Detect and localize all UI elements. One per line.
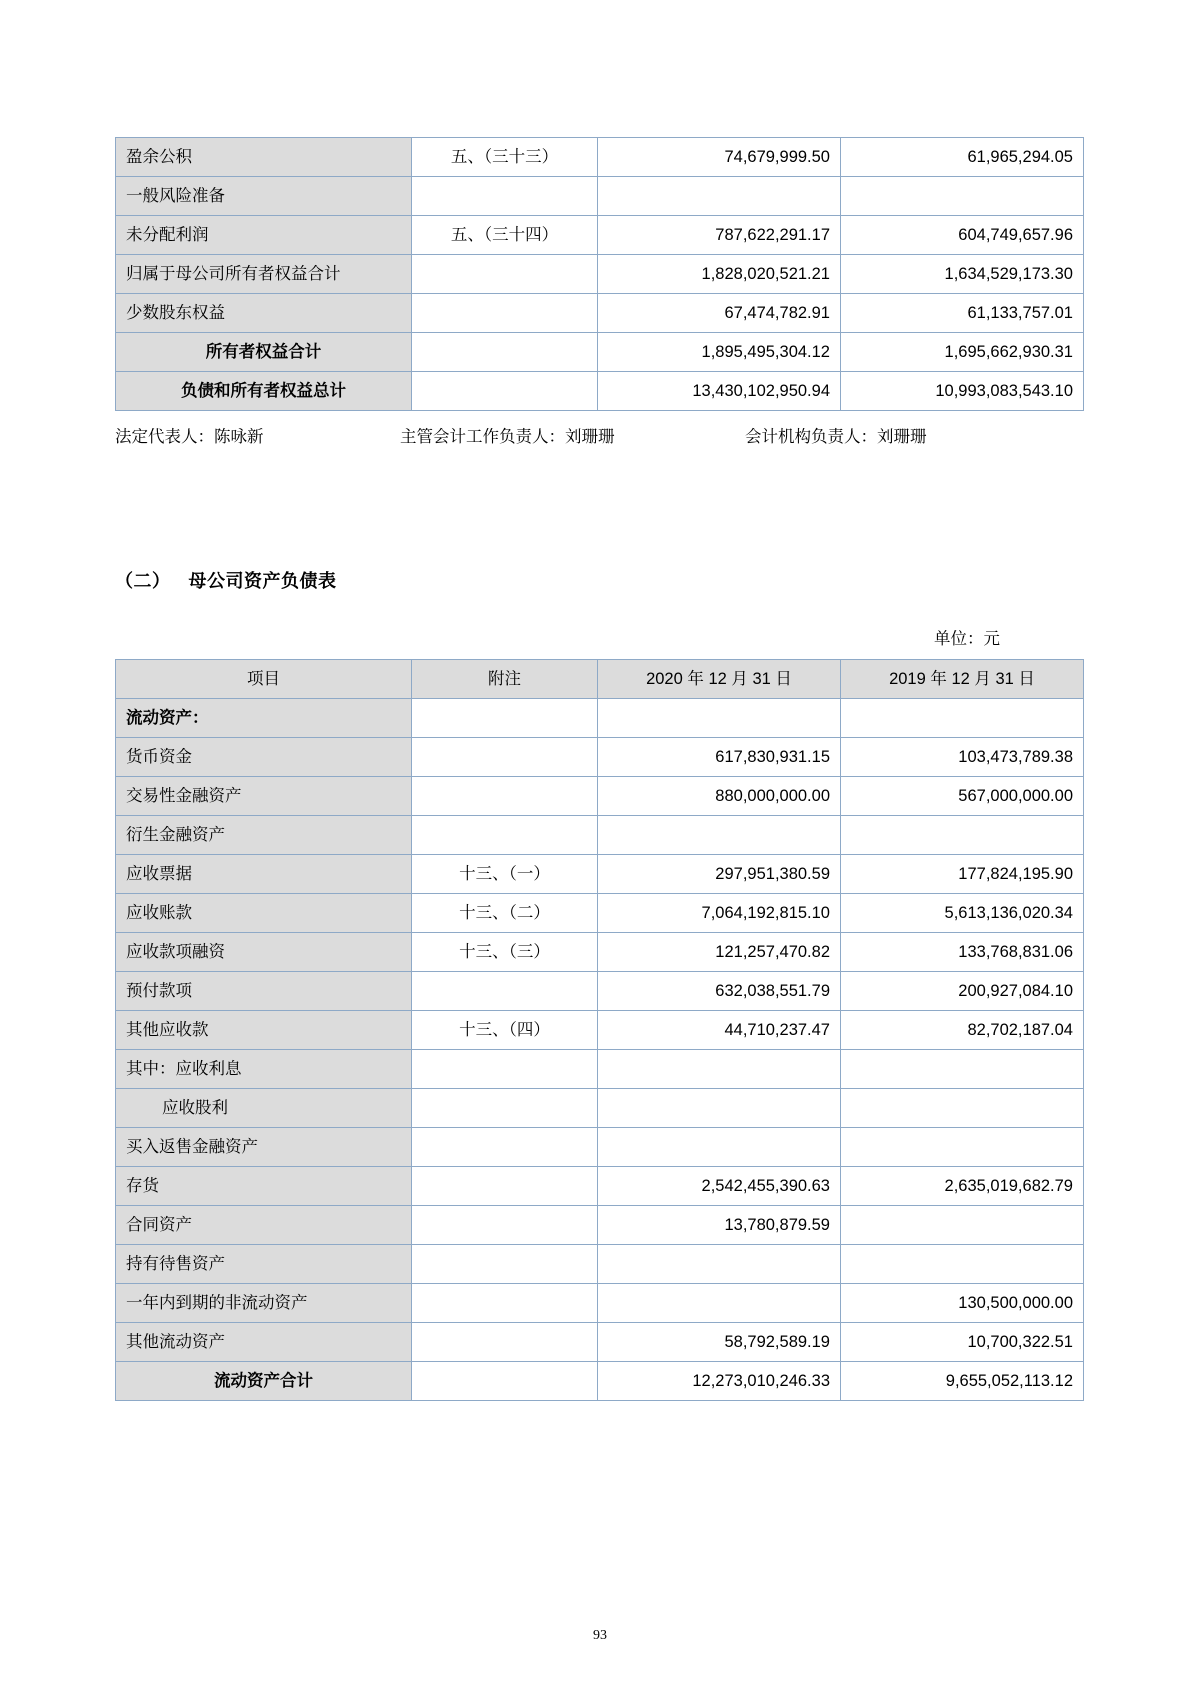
- row-value-2019: [841, 1050, 1084, 1089]
- row-item-label: 应收账款: [116, 894, 412, 933]
- table-row: [116, 177, 1084, 216]
- row-value-2020: [598, 1245, 841, 1284]
- row-item-label: 少数股东权益: [116, 294, 412, 333]
- table-row: [116, 216, 1084, 255]
- row-item-label: 应收股利: [116, 1089, 412, 1128]
- row-note: [412, 777, 598, 816]
- row-item-label: 其他应收款: [116, 1011, 412, 1050]
- row-item-label: 流动资产：: [116, 699, 412, 738]
- row-value-2020: 74,679,999.50: [598, 138, 841, 177]
- table-row: [116, 1323, 1084, 1362]
- row-item-label: 所有者权益合计: [116, 333, 412, 372]
- row-value-2019: [841, 1128, 1084, 1167]
- balance-sheet-table-container: [115, 659, 1085, 1401]
- row-note: [412, 1284, 598, 1323]
- row-note: [412, 294, 598, 333]
- equity-table-container: [115, 0, 1085, 411]
- row-note: 五、（三十三）: [412, 138, 598, 177]
- row-value-2019: 2,635,019,682.79: [841, 1167, 1084, 1206]
- row-value-2020: 632,038,551.79: [598, 972, 841, 1011]
- accounting-body-head-signature: 会计机构负责人：刘珊珊: [745, 428, 927, 446]
- table-row: [116, 1011, 1084, 1050]
- row-value-2020: 2,542,455,390.63: [598, 1167, 841, 1206]
- table-row: [116, 294, 1084, 333]
- table-row: [116, 816, 1084, 855]
- row-note: [412, 816, 598, 855]
- row-note: [412, 1323, 598, 1362]
- row-value-2020: 297,951,380.59: [598, 855, 841, 894]
- row-value-2020: [598, 699, 841, 738]
- section-title-text: 母公司资产负债表: [188, 571, 337, 591]
- section-heading: [115, 567, 1085, 593]
- row-item-label: 交易性金融资产: [116, 777, 412, 816]
- row-note: [412, 738, 598, 777]
- row-item-label: 应收款项融资: [116, 933, 412, 972]
- row-value-2019: 177,824,195.90: [841, 855, 1084, 894]
- table-row: [116, 777, 1084, 816]
- row-value-2019: 200,927,084.10: [841, 972, 1084, 1011]
- row-value-2019: [841, 816, 1084, 855]
- row-value-2020: 1,828,020,521.21: [598, 255, 841, 294]
- row-note: 十三、（三）: [412, 933, 598, 972]
- row-value-2020: 67,474,782.91: [598, 294, 841, 333]
- row-value-2020: [598, 177, 841, 216]
- row-note: [412, 1050, 598, 1089]
- row-value-2020: [598, 1089, 841, 1128]
- row-note: [412, 333, 598, 372]
- table-row: [116, 1128, 1084, 1167]
- row-value-2019: [841, 177, 1084, 216]
- table-row: [116, 738, 1084, 777]
- equity-table-body: [116, 138, 1084, 411]
- balance-sheet-table-body: [116, 660, 1084, 1401]
- accounting-head-signature: 主管会计工作负责人：刘珊珊: [400, 428, 615, 446]
- row-value-2020: 7,064,192,815.10: [598, 894, 841, 933]
- row-value-2019: 10,993,083,543.10: [841, 372, 1084, 411]
- page-number: 93: [593, 1628, 607, 1643]
- row-value-2019: 5,613,136,020.34: [841, 894, 1084, 933]
- row-value-2019: 61,965,294.05: [841, 138, 1084, 177]
- row-value-2020: 13,780,879.59: [598, 1206, 841, 1245]
- signature-row: [115, 423, 1000, 447]
- table-row: [116, 699, 1084, 738]
- table-row: [116, 138, 1084, 177]
- row-note: [412, 972, 598, 1011]
- row-value-2019: 61,133,757.01: [841, 294, 1084, 333]
- row-value-2020: 58,792,589.19: [598, 1323, 841, 1362]
- row-note: 十三、（四）: [412, 1011, 598, 1050]
- row-note: [412, 177, 598, 216]
- table-row: [116, 1284, 1084, 1323]
- table-row: [116, 372, 1084, 411]
- row-item-label: 应收票据: [116, 855, 412, 894]
- table-row: [116, 855, 1084, 894]
- table-row: [116, 1050, 1084, 1089]
- row-note: 五、（三十四）: [412, 216, 598, 255]
- row-note: 十三、（二）: [412, 894, 598, 933]
- row-value-2020: 12,273,010,246.33: [598, 1362, 841, 1401]
- row-value-2019: 1,695,662,930.31: [841, 333, 1084, 372]
- row-note: [412, 372, 598, 411]
- row-item-label: 合同资产: [116, 1206, 412, 1245]
- row-item-label: 一年内到期的非流动资产: [116, 1284, 412, 1323]
- row-note: [412, 1362, 598, 1401]
- section-number: （二）: [115, 571, 171, 591]
- row-note: [412, 699, 598, 738]
- row-value-2020: 1,895,495,304.12: [598, 333, 841, 372]
- table-row: [116, 1245, 1084, 1284]
- row-value-2020: 880,000,000.00: [598, 777, 841, 816]
- row-value-2019: 9,655,052,113.12: [841, 1362, 1084, 1401]
- row-value-2020: 44,710,237.47: [598, 1011, 841, 1050]
- row-note: 十三、（一）: [412, 855, 598, 894]
- row-value-2019: 1,634,529,173.30: [841, 255, 1084, 294]
- row-item-label: 货币资金: [116, 738, 412, 777]
- table-row: [116, 933, 1084, 972]
- balance-sheet-table: [115, 659, 1084, 1401]
- table-row: [116, 1206, 1084, 1245]
- row-item-label: 买入返售金融资产: [116, 1128, 412, 1167]
- header-item: 项目: [116, 660, 412, 699]
- table-row: [116, 255, 1084, 294]
- row-value-2020: [598, 1128, 841, 1167]
- legal-representative-signature: 法定代表人：陈咏新: [115, 428, 264, 446]
- row-item-label: 其中：应收利息: [116, 1050, 412, 1089]
- table-row: [116, 1362, 1084, 1401]
- row-value-2019: 604,749,657.96: [841, 216, 1084, 255]
- table-row: [116, 333, 1084, 372]
- row-note: [412, 1245, 598, 1284]
- row-value-2019: 10,700,322.51: [841, 1323, 1084, 1362]
- row-note: [412, 1206, 598, 1245]
- table-header-row: [116, 660, 1084, 699]
- row-value-2020: 617,830,931.15: [598, 738, 841, 777]
- row-value-2020: 13,430,102,950.94: [598, 372, 841, 411]
- header-col-2020: 2020 年 12 月 31 日: [598, 660, 841, 699]
- row-value-2019: [841, 1206, 1084, 1245]
- row-item-label: 流动资产合计: [116, 1362, 412, 1401]
- header-col-2019: 2019 年 12 月 31 日: [841, 660, 1084, 699]
- row-value-2019: 130,500,000.00: [841, 1284, 1084, 1323]
- row-value-2019: [841, 1089, 1084, 1128]
- row-item-label: 盈余公积: [116, 138, 412, 177]
- row-value-2020: [598, 1050, 841, 1089]
- row-item-label: 持有待售资产: [116, 1245, 412, 1284]
- row-value-2020: [598, 816, 841, 855]
- table-row: [116, 1089, 1084, 1128]
- header-note: 附注: [412, 660, 598, 699]
- unit-label: 单位：元: [934, 630, 1000, 648]
- row-value-2019: 133,768,831.06: [841, 933, 1084, 972]
- row-value-2020: 787,622,291.17: [598, 216, 841, 255]
- table-row: [116, 894, 1084, 933]
- row-item-label: 一般风险准备: [116, 177, 412, 216]
- row-note: [412, 1089, 598, 1128]
- row-note: [412, 1167, 598, 1206]
- row-value-2019: [841, 699, 1084, 738]
- row-note: [412, 255, 598, 294]
- equity-table: [115, 137, 1084, 411]
- row-item-label: 衍生金融资产: [116, 816, 412, 855]
- row-note: [412, 1128, 598, 1167]
- table-row: [116, 972, 1084, 1011]
- row-value-2019: 103,473,789.38: [841, 738, 1084, 777]
- row-value-2019: [841, 1245, 1084, 1284]
- row-value-2020: [598, 1284, 841, 1323]
- table-row: [116, 1167, 1084, 1206]
- row-value-2019: 82,702,187.04: [841, 1011, 1084, 1050]
- row-item-label: 存货: [116, 1167, 412, 1206]
- row-item-label: 其他流动资产: [116, 1323, 412, 1362]
- row-item-label: 预付款项: [116, 972, 412, 1011]
- row-item-label: 负债和所有者权益总计: [116, 372, 412, 411]
- row-item-label: 归属于母公司所有者权益合计: [116, 255, 412, 294]
- row-item-label: 未分配利润: [116, 216, 412, 255]
- row-value-2020: 121,257,470.82: [598, 933, 841, 972]
- row-value-2019: 567,000,000.00: [841, 777, 1084, 816]
